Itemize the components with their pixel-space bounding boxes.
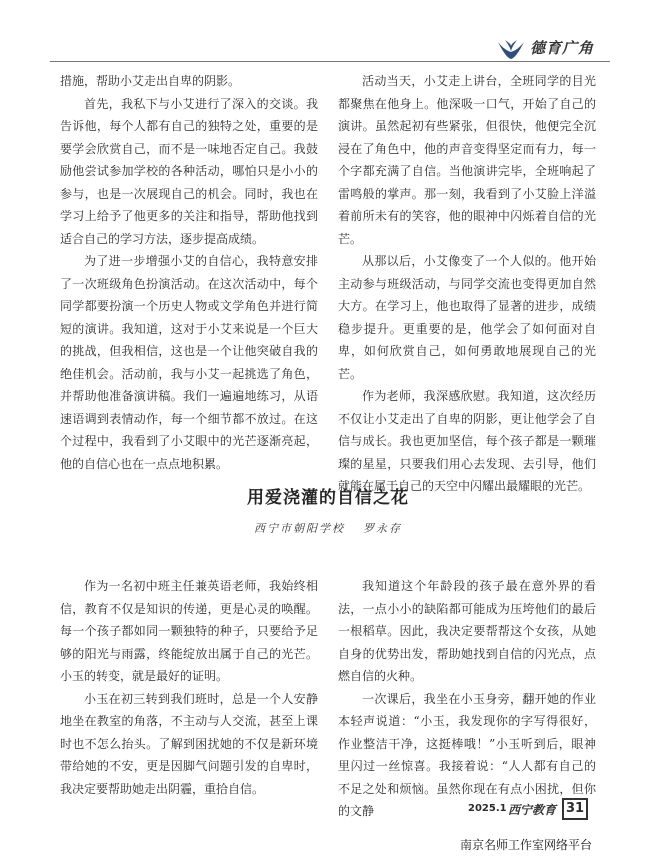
bottom-left-column — [60, 575, 318, 800]
watermark-text: 南京名师工作室网络平台 — [460, 838, 593, 852]
top-left-column — [60, 70, 318, 475]
paragraph: 从那以后，小艾像变了一个人似的。他开始主动参与班级活动，与同学交流也变得更加自然大方。在学习上，他也取得了显著的进步，成绩稳步提升。更重要的是，他学会了如何面对自卑，如何欣赏自己，如何勇敢地展现自己的光芒。 — [338, 254, 596, 381]
magazine-name: 西宁教育 — [508, 803, 557, 817]
paragraph: 我知道这个年龄段的孩子最在意外界的看法，一点小小的缺陷都可能成为压垮他们的最后一根稻草。因此，我决定要帮帮这个女孩，从她自身的优势出发，帮助她找到自信的闪光点，点燃自信的火种。 — [338, 579, 596, 683]
paragraph: 一次课后，我坐在小玉身旁，翻开她的作业本轻声说道：“小玉，我发现你的字写得很好，作业整洁干净，这挺棒哦！”小玉听到后，眼神里闪过一丝惊喜。我接着说：“人人都有自己的不足之处和烦恼。虽然你现在有点小困扰，但你的文静 — [338, 691, 596, 818]
author-school: 西宁市朝阳学校 — [254, 522, 345, 535]
paragraph: 小玉在初三转到我们班时，总是一个人安静地坐在教室的角落，不主动与人交流，甚至上课时也不怎么抬头。了解到困扰她的不仅是新环境带给她的不安，更是因脚气问题引发的自卑时，我决定要帮助她走出阴霾，重拾自信。 — [60, 691, 318, 796]
byline — [0, 520, 656, 536]
page-header — [0, 34, 656, 64]
issue-date: 2025.1 — [468, 803, 507, 814]
bottom-right-column — [338, 575, 596, 823]
section-title: 德育广角 — [530, 39, 595, 57]
paragraph: 作为老师，我深感欣慰。我知道，这次经历不仅让小艾走出了自卑的阴影，更让他学会了自信与成长。我也更加坚信，每个孩子都是一颗璀璨的星星，只要我们用心去发现、去引导，他们就能在属于自己的天空中闪耀出最耀眼的光芒。 — [338, 389, 596, 493]
article-title: 用爱浇灌的自信之花 — [247, 488, 409, 508]
paragraph: 首先，我私下与小艾进行了深入的交谈。我告诉他，每个人都有自己的独特之处，重要的是要学会欣赏自己，而不是一味地否定自己。我鼓励他尝试参加学校的各种活动，哪怕只是小小的参与，也是一次展现自己的机会。同时，我也在学习上给予了他更多的关注和指导，帮助他找到适合自己的学习方法，逐步提高成绩。 — [60, 96, 318, 246]
paragraph: 为了进一步增强小艾的自信心，我特意安排了一次班级角色扮演活动。在这次活动中，每个同学都要扮演一个历史人物或文学角色并进行简短的演讲。我知道，这对于小艾来说是一个巨大的挑战，但我相信，这也是一个让他突破自我的绝佳机会。活动前，我与小艾一起挑选了角色，并帮助他准备演讲稿。我们一遍遍地练习，从语速语调到表情动作，每一个细节都不放过。在这个过程中，我看到了小艾眼中的光芒逐渐亮起，他的自信心也在一点点地积累。 — [60, 254, 318, 471]
leaf-logo-icon — [496, 38, 526, 60]
page-footer — [0, 798, 656, 822]
top-right-column — [338, 70, 596, 498]
paragraph: 活动当天，小艾走上讲台，全班同学的目光都聚焦在他身上。他深吸一口气，开始了自己的演讲。虽然起初有些紧张，但很快，他便完全沉浸在了角色中，他的声音变得坚定而有力，每一个字都充满了自信。当他演讲完毕，全班响起了雷鸣般的掌声。那一刻，我看到了小艾脸上洋溢着前所未有的笑容，他的眼神中闪烁着自信的光芒。 — [338, 74, 596, 246]
page-number: 31 — [562, 798, 588, 820]
author-name: 罗永存 — [363, 522, 402, 535]
header-rule — [50, 61, 610, 62]
paragraph: 措施，帮助小艾走出自卑的阴影。 — [60, 74, 241, 88]
paragraph: 作为一名初中班主任兼英语老师，我始终相信，教育不仅是知识的传递，更是心灵的唤醒。每一个孩子都如同一颗独特的种子，只要给予足够的阳光与雨露，终能绽放出属于自己的光芒。小玉的转变，就是最好的证明。 — [60, 579, 318, 683]
